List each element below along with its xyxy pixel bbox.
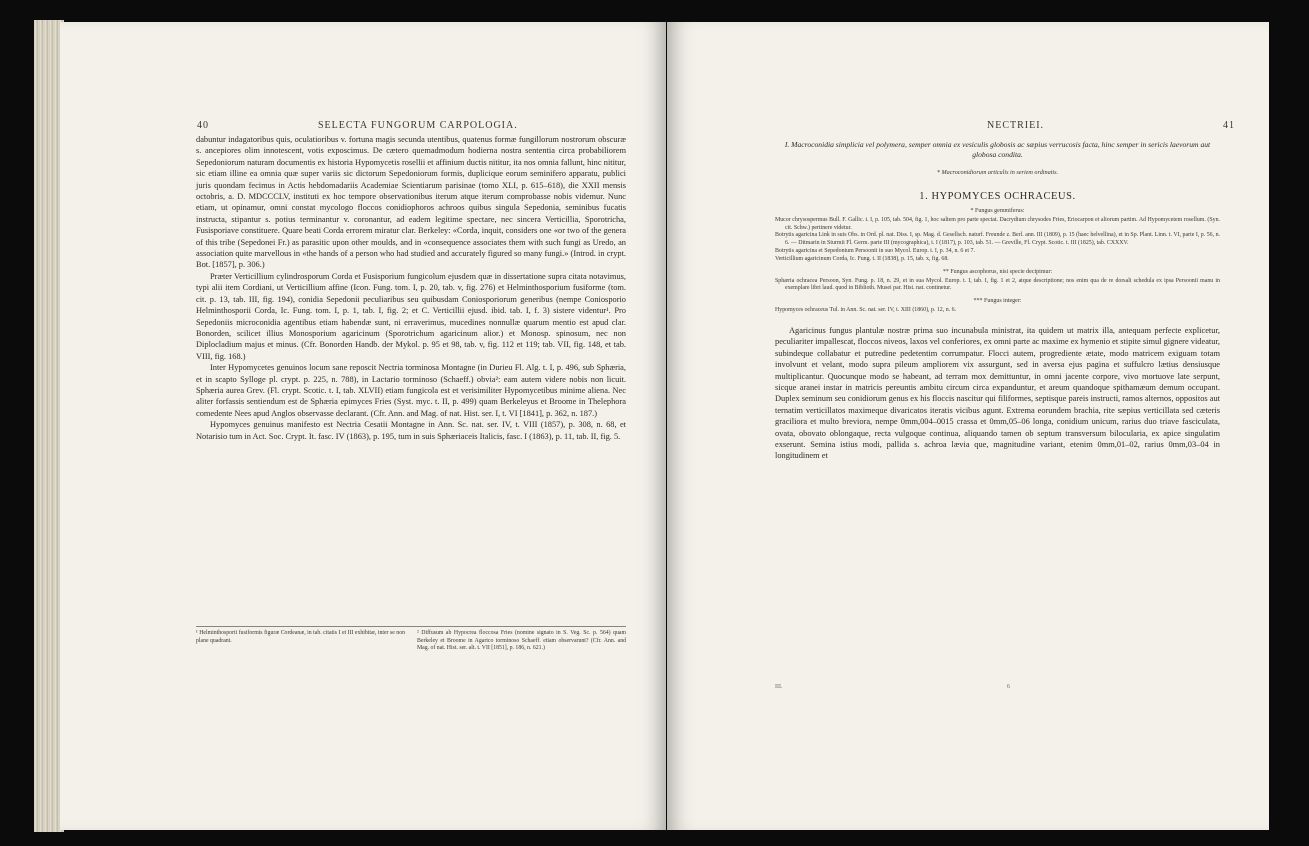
sub-key-heading: * Macroconidiorum articulis in seriem ordinatis.	[936, 168, 1059, 176]
footnotes	[196, 626, 626, 653]
paragraph: Inter Hypomycetes genuinos locum sane reposcit Nectria torminosa Montagne (in Durieu Fl. Alg. t. I, p. 496, sub Sphæria, et in scapto Sylloge pl. crypt. p. 225, n. 788), in Lactario torminoso (Schaeff.) obvia²: eam autem videre nobis non licuit. Sphæria aurea Grev. (Fl. crypt. Scotic. t. I, tab. XLVII) etiam fungicola est et verisimiliter Hypomycetibus minime aliena. Nec aliter forfassis sentiendum est de Sphæria epimyces Fries (Syst. myc. t. II, p. 499) quam Berkeleyus et Broome in Thelephora comedente Nees apud Anglos observasse declarant. (Cfr. Ann. and Mag. of nat. Hist. ser. I, t. VI [1841], p. 362, n. 187.)	[196, 363, 626, 418]
synonymy-heading: *** Fungus integer:	[973, 298, 1022, 305]
page-number: 41	[1223, 120, 1235, 131]
synonymy-heading: ** Fungus ascophorus, nisi specie decipimur:	[942, 268, 1053, 275]
paragraph: Præter Verticillium cylindrosporum Corda et Fusisporium fungicolum ejusdem quæ in dissertatione supra citata notavimus, typi alii item Cordiani, ut Verticillium affine (Icon. Fung. tom. I, p. 20, tab. v, fig. 276) et Helminthosporium fusiforme (tom. cit. p. 13, tab. III, fig. 194), conidia Sepedonii peculiaribus seu quibusdam Coniosporiorum generibus (nempe Coniosporio Helminthosporii Corda, Ic. Fung. tom. I, p. 1, tab. I, fig. 2; et C. Verticillii ejusd. ibid. tab. I, f. 3) sistere videntur¹. Pro Sepedoniis microconidia agentibus etiam habendæ sunt, ni erraverimus, mucedines nonnullæ quarum mentio est apud clar. Bonorden, scilicet illius Monosporium agaricinum (Sporotrichum agaricinum alior.) et Monosp. spinosum, nec non Diplocladium majus et minus. (Cfr. Bonorden Handb. der Mykol. p. 95 et 98, tab. v, fig. 112 et 119; tab. VII, fig. 148, et tab. VIII, fig. 168.)	[196, 271, 626, 361]
right-page	[667, 22, 1269, 830]
synonym-entry: Hypomyces ochraceus Tul. in Ann. Sc. nat. ser. IV, t. XIII (1860), p. 12, n. 6.	[775, 307, 957, 314]
synonym-entry: Botrytis agaricina Link in suis Obs. in Ord. pl. nat. Diss. I, sp. Mag. d. Gesellsch. naturf. Freunde z. Berl. ann. III (1809), p. 15 (haec helvellina), et in Sp. Plant. Linn. t. VI, parte I, p. 56, n. 6. — Ditmarin in Sturmii Fl. Germ. parte III (mycographica), t. I (1817), p. 103, tab. 51. — Greville, Fl. Crypt. Scotic. t. III (1825), tab. CXXXV.	[775, 232, 1220, 247]
species-title: 1. HYPOMYCES OCHRACEUS.	[919, 190, 1076, 202]
synonymy-heading: * Fungus gemmiferus:	[970, 207, 1025, 214]
synonym-entry: Botrytis agaricina et Sepedonium Persoonii in suo Mycol. Europ. t. I, p. 34, n. 6 et 7.	[775, 248, 975, 254]
signature-mark: III.	[775, 684, 783, 690]
footnote: ² Diffusum ab Hypocrea floccosa Fries (nomine signato in S. Veg. Sc. p. 564) quam Berkeley et Broome in Agarico torminoso Schaeff. etiam observarunt? (Cfr. Ann. and Mag. of nat. Hist. ser. alt. t. VII [1851], p. 186, n. 621.)	[417, 630, 626, 652]
left-page	[60, 22, 666, 830]
paragraph: Agaricinus fungus plantulæ nostræ prima suo incunabula ministrat, ita quidem ut matrix illa, antequam perfecte explicetur, peculiariter impallescat, floccos niveos, laxos vel conferiores, ex omni parte ac maxime ex hymenio et stipite simul gignere videatur, subindeque collabatur et putredine pedetentim corrumpatur. Flocci autem, progrediente ætate, modo matricem exiguam totam involvunt et velant, modo supra pileum ampliorem vix assurgunt, sed in aversa ejus pagina et suffulcro lætius densiusque multiplicantur. Quocunque modo se habeant, ad terram mox demittuntur, in omni jacente corpore, vivo mortuove late serpunt, sicque aranei instar in matricis pereuntis ambitu circum circa expanduntur, et areum quandoque spithamæum demum occupant. Duplex seminum seu conidiorum genus ex his floccis nascitur qui filiformes, septisque pareis instructi, ramos alternos, oppositos aut ternatim verticillatos maximeque divaricatos iteratis vicibus agunt. Extrema eorundem brachia, rite sæpius verticillata sed cæteris graciliora et multo breviora, nempe 0mm,004–0015 crassa et 0mm,05–06 longa, conidium unicum, rarius duo triave fasciculata, ovata, obovato oblongaque, recta vulgoque continua, aliquando tamen ob septum transversum bilocularia, ex apice singulatim exserunt. Semina istius modi, pallida s. achroa lævia que, magnitudine variant, etenim 0mm,01–02, rarius 0mm,03–04 in longitudinem et	[775, 325, 1220, 461]
text-column	[196, 134, 626, 442]
running-head: NECTRIEI.	[987, 120, 1045, 131]
footnote: ¹ Helminthosporii fusiformis figuræ Cordeanæ, in tab. citatis I et III exhibitæ, inter se non plane quadrant.	[196, 630, 405, 644]
key-heading: I. Macroconidia simplicia vel polymera, semper omnia ex vesiculis globosis ac sæpius verrucosis facta, hinc semper in sericis laevorum aut globosa condita.	[784, 140, 1211, 160]
paragraph: dabuntur indagatoribus quis, oculatioribus v. fortuna magis secunda utentibus, quatenus formæ fungillorum nostrorum obscuræ s. ancepiores olim innotescent, votis exposcimus. De cætero quemadmodum hodierna nostra sententia circa probabiliorem Sepedoniorum naturam documentis ex historia Hypomycetis rosellii et affinium ductis nititur, ita nos omnia fallunt, hinc nititur, sic etiam illine ea omnia quæ super variis sic dictorum Sepedoniorum formis, duplicique eorum seminifero apparatu, publici juris quondam fecimus in Actis hebdomadariis Academiae Scientiarum parisinae (tomo XLI, p. 615–618), die XXII mensis octobris, a. D. MDCCCLV, instituti ex hoc tempore observationibus iterum atque iterum comprobasse nobis videmur. Nunc etiam, ut opinamur, omni constat mycologo floccos conidiophoros achroos quibus singula Sepedonia, seminibus fucatis instructa, stipantur s. potius terminantur v. coronantur, ad eadem legitime spectare, nec sincera Verticillia, Sporotricha, Fusisporiave constituere. Quare beati Corda errorem miratur clar. Berkeley: «Corda, inquit, considers one «or two of the genera of this tribe (Sepedonei Fr.) as parasitic upon other moulds, and in «consequence associates them with such fungi as Uredo, an association quite marvellous in «the hands of a person who had studied and accurately figured so many fungi.» (Introd. in crypt. Bot. [1857], p. 306.)	[196, 135, 626, 270]
paragraph: Hypomyces genuinus manifesto est Nectria Cesatii Montagne in Ann. Sc. nat. ser. IV, t. VIII (1857), p. 308, n. 68, et Notarisio tum in Act. Soc. Crypt. It. fasc. IV (1863), p. 195, tum in suis Sphæriaceis Italicis, fasc. I (1863), p. 11, tab. II, fig. 5.	[196, 420, 626, 441]
signature-mark: 6	[1007, 684, 1010, 690]
page-number: 40	[197, 120, 209, 131]
running-head: SELECTA FUNGORUM CARPOLOGIA.	[318, 120, 518, 131]
synonym-entry: Sphæria ochracea Persoon, Syn. Fung. p. 18, n. 29, et in sua Mycol. Europ. t. I, tab. I, fig. 1 et 2, atque descriptione; nos enim qua de re dorsali schedula ex ipsa Persoonii manu in exemplare libri laud. quod in Biblioth. Musei par. Hist. nat. continetur.	[775, 277, 1220, 292]
synonym-entry: Mucor chrysospermus Bull. F. Gallic. t. I, p. 105, tab. 504, fig. 1, hoc saltem pro parte spectat. Dacrydium chrysodes Fries, Eriocarpon et aliorum partim. Ad Hypomycetem rosellum. (Syn. cit. Schw.) pertinere videtur.	[775, 216, 1220, 231]
synonym-entry: Verticillium agaricinum Corda, Ic. Fung. t. II (1838), p. 15, tab. x, fig. 68.	[775, 255, 949, 262]
text-column	[775, 140, 1220, 462]
